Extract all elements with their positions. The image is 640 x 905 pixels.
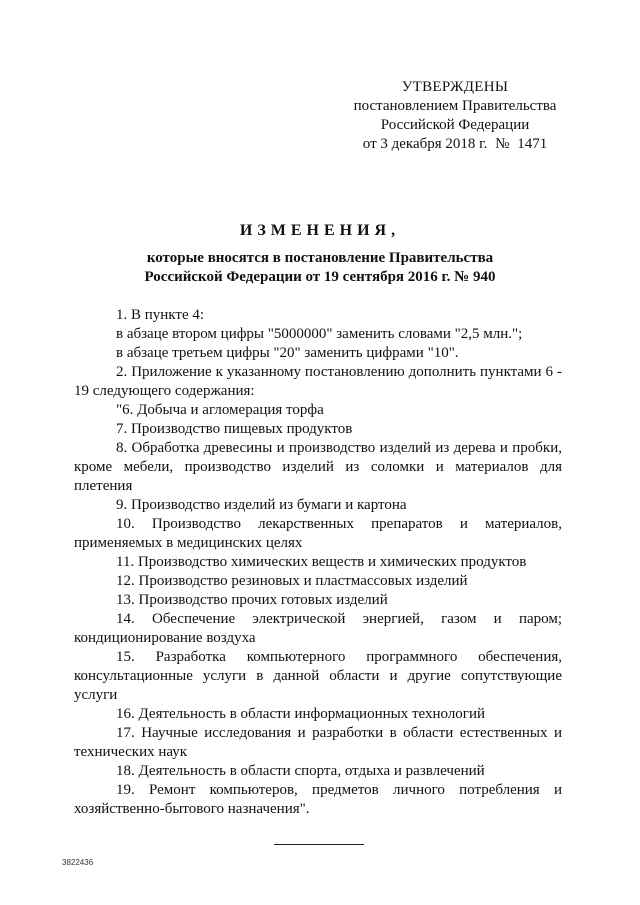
paragraph-1: 1. В пункте 4: — [116, 307, 205, 323]
paragraph-14: 15. Разработка компьютерного программного обеспечения, консультационные услуги в данной области и другие сопутствующие услуги — [74, 649, 562, 703]
closing-separator-line — [274, 844, 364, 845]
paragraph-15: 16. Деятельность в области информационных технологий — [116, 706, 486, 722]
document-heading: ИЗМЕНЕНИЯ, — [239, 222, 401, 239]
paragraph-17: 18. Деятельность в области спорта, отдыха и развлечений — [116, 763, 485, 779]
approval-number-sign: № — [495, 136, 510, 152]
paragraph-18: 19. Ремонт компьютеров, предметов личного потребления и хозяйственно-бытового назначения". — [74, 782, 562, 817]
paragraph-16: 17. Научные исследования и разработки в области естественных и технических наук — [74, 725, 562, 760]
paragraph-9: 10. Производство лекарственных препаратов и материалов, применяемых в медицинских целях — [74, 516, 562, 551]
paragraph-7: 8. Обработка древесины и производство изделий из дерева и пробки, кроме мебели, производство изделий из соломки и материалов для плетения — [74, 440, 562, 494]
document-number: 3822436 — [62, 858, 94, 867]
subheading-line-2: Российской Федерации от 19 сентября 2016 г. № 940 — [144, 269, 496, 285]
approval-order — [330, 135, 580, 154]
approval-number: 1471 — [517, 136, 548, 152]
approval-title: УТВЕРЖДЕНЫ — [401, 79, 509, 95]
paragraph-2: в абзаце втором цифры "5000000" заменить словами "2,5 млн."; — [116, 326, 523, 342]
paragraph-5: "6. Добыча и агломерация торфа — [116, 402, 324, 418]
approval-date: от 3 декабря 2018 г. — [362, 136, 488, 152]
document-body — [74, 306, 562, 819]
paragraph-3: в абзаце третьем цифры "20" заменить цифрами "10". — [116, 345, 459, 361]
paragraph-11: 12. Производство резиновых и пластмассовых изделий — [116, 573, 468, 589]
paragraph-6: 7. Производство пищевых продуктов — [116, 421, 353, 437]
subheading-line-1: которые вносятся в постановление Правительства — [146, 250, 494, 266]
approval-stamp — [330, 78, 580, 154]
approval-line-2: Российской Федерации — [380, 117, 530, 133]
paragraph-8: 9. Производство изделий из бумаги и картона — [116, 497, 407, 513]
paragraph-13: 14. Обеспечение электрической энергией, газом и паром; кондиционирование воздуха — [74, 611, 562, 646]
paragraph-12: 13. Производство прочих готовых изделий — [116, 592, 388, 608]
paragraph-10: 11. Производство химических веществ и химических продуктов — [116, 554, 527, 570]
document-subheading — [0, 249, 640, 287]
paragraph-4: 2. Приложение к указанному постановлению дополнить пунктами 6 - 19 следующего содержания: — [74, 364, 562, 399]
approval-line-1: постановлением Правительства — [353, 98, 557, 114]
